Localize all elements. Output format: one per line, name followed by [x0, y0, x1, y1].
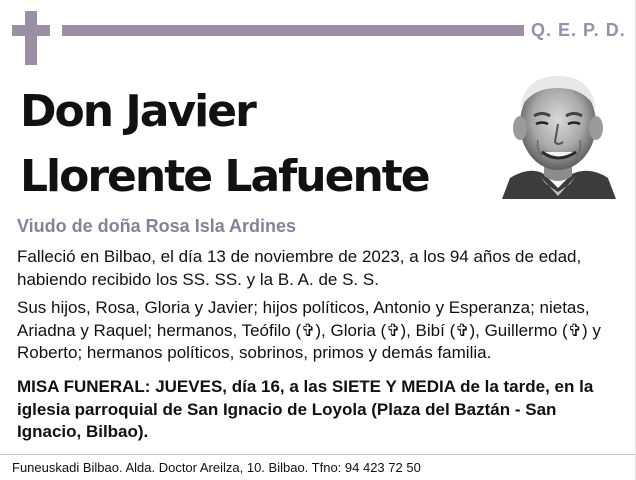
- footer-divider: [0, 454, 636, 455]
- funeral-home-footer: Funeuskadi Bilbao. Alda. Doctor Areilza, 10. Bilbao. Tfno: 94 423 72 50: [12, 460, 421, 475]
- cross-icon-horizontal: [12, 25, 50, 36]
- portrait-photo: [500, 66, 616, 199]
- qepd-label: Q. E. P. D.: [531, 20, 626, 40]
- header-divider-bar: [62, 25, 524, 36]
- death-notice-paragraph: Falleció en Bilbao, el día 13 de noviembre de 2023, a los 94 años de edad, habiendo recibido los SS. SS. y la B. A. de S. S.: [17, 247, 582, 289]
- widower-subtitle: Viudo de doña Rosa Isla Ardines: [17, 216, 297, 236]
- deceased-name-line2: Llorente Lafuente: [20, 151, 429, 202]
- family-paragraph: Sus hijos, Rosa, Gloria y Javier; hijos políticos, Antonio y Esperanza; nietas, Ariadna y Raquel; hermanos, Teófilo (✞), Gloria (✞), Bibí (✞), Guillermo (✞) y Roberto; hermanos políticos, sobrinos, primos y demás familia.: [17, 298, 601, 362]
- deceased-name-line1: Don Javier: [20, 86, 255, 137]
- cross-icon-vertical: [25, 11, 37, 65]
- funeral-mass-paragraph: MISA FUNERAL: JUEVES, día 16, a las SIETE Y MEDIA de la tarde, en la iglesia parroquial de San Ignacio de Loyola (Plaza del Baztán - San Ignacio, Bilbao).: [17, 377, 594, 441]
